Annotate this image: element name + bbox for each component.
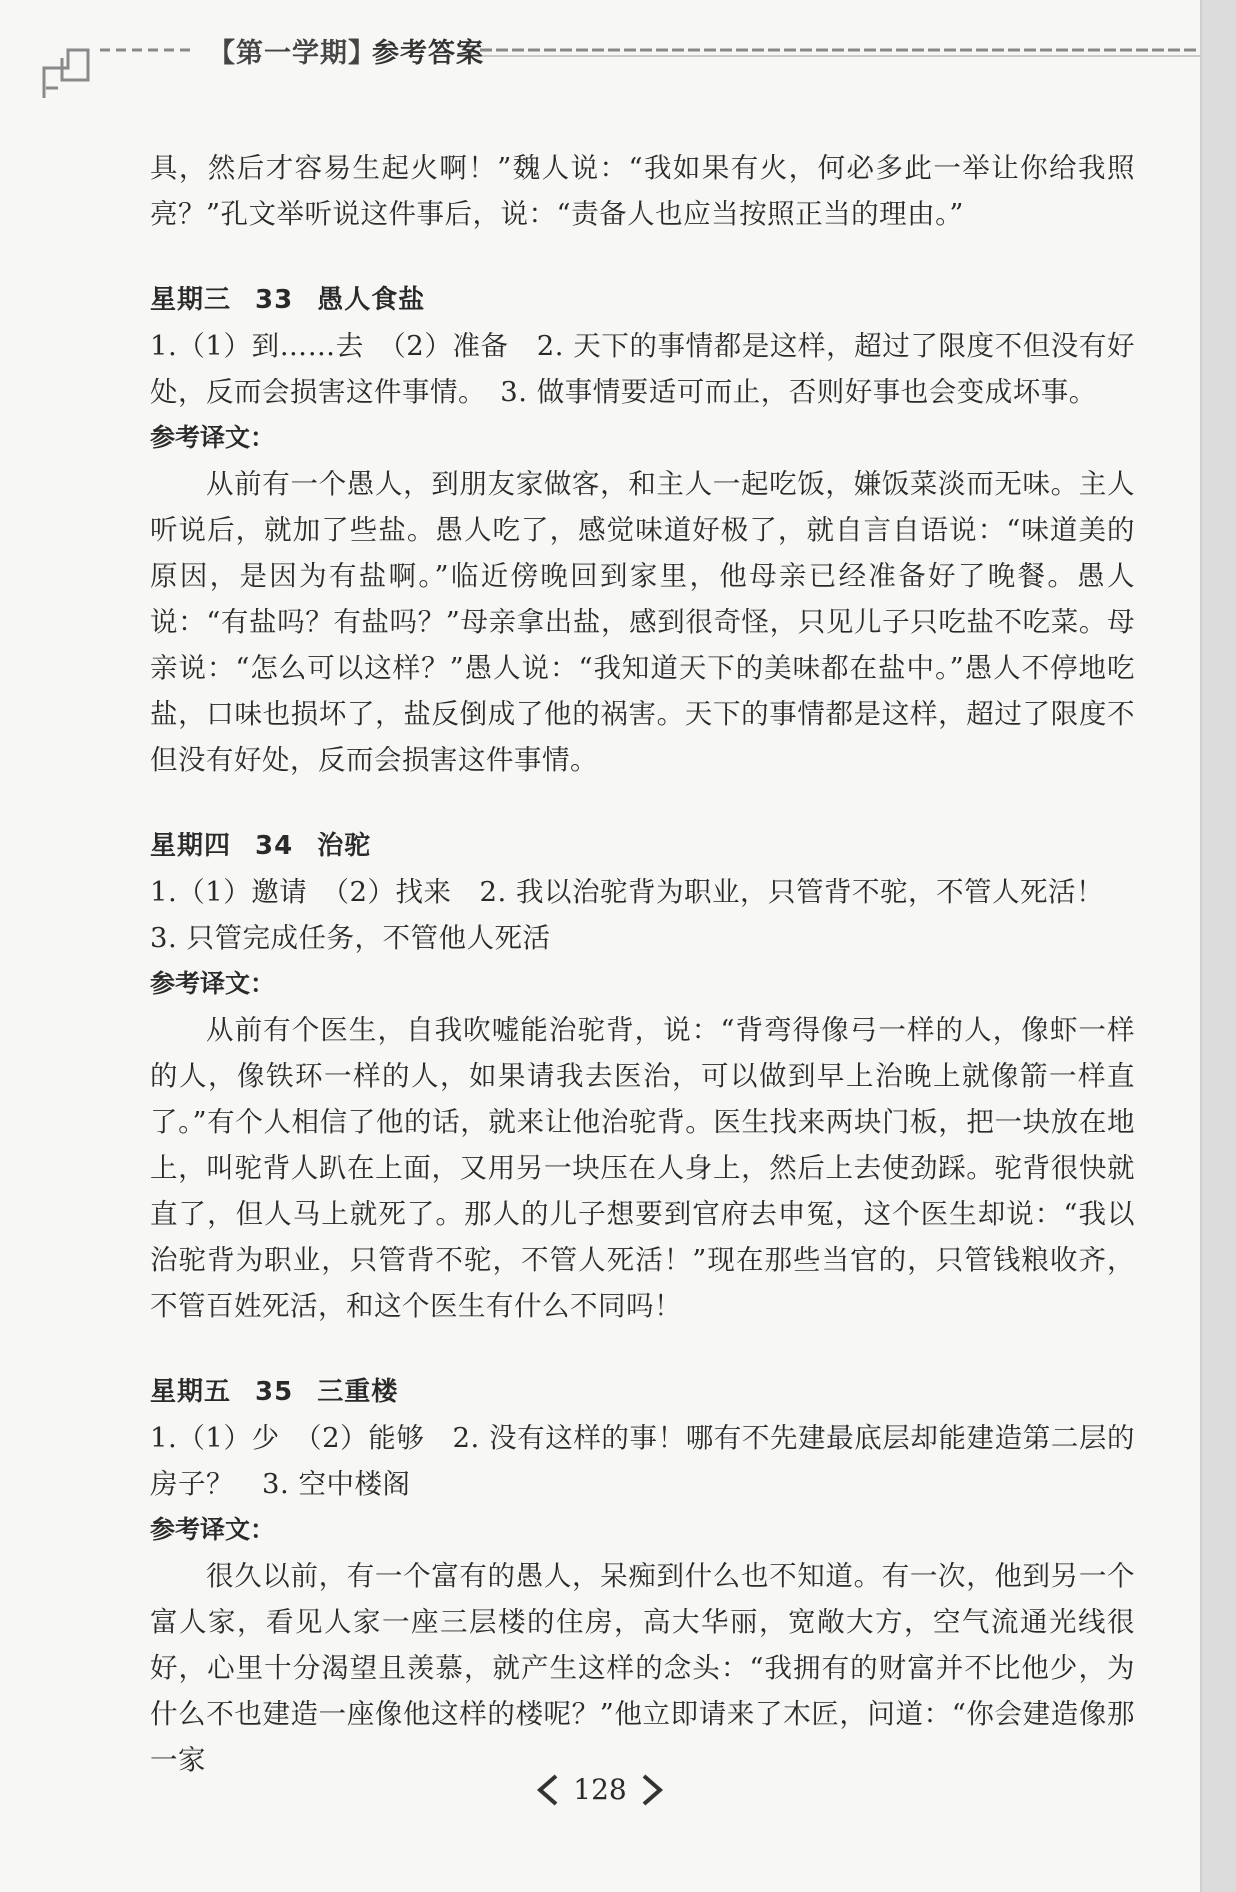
answer-line: 3. 只管完成任务，不管他人死活 (150, 922, 551, 954)
section-heading: 愚人食盐 (317, 285, 426, 315)
section-number: 34 (255, 831, 294, 861)
section-friday (150, 1369, 1135, 1783)
answer-line: 1.（1）少 （2）能够 2. 没有这样的事！哪有不先建最底层却能建造第二层的房子？ 3. 空中楼阁 (150, 1422, 1135, 1500)
ref-label: 参考译文： (150, 1515, 276, 1544)
section-title (150, 823, 1135, 869)
section-day: 星期五 (150, 1377, 232, 1407)
page-footer (0, 1765, 1200, 1815)
main-content (150, 145, 1135, 1783)
chevron-left-icon (534, 1772, 562, 1808)
answer-line: 1.（1）邀请 （2）找来 2. 我以治驼背为职业，只管背不驼，不管人死活！ (150, 876, 1104, 908)
page-header (0, 28, 1200, 98)
ref-label: 参考译文： (150, 969, 276, 998)
translation-paragraph: 从前有一个愚人，到朋友家做客，和主人一起吃饭，嫌饭菜淡而无味。主人听说后，就加了些盐。愚人吃了，感觉味道好极了，就自言自语说：“味道美的原因，是因为有盐啊。”临近傍晚回到家里，他母亲已经准备好了晚餐。愚人说：“有盐吗？有盐吗？”母亲拿出盐，感到很奇怪，只见儿子只吃盐不吃菜。母亲说：“怎么可以这样？”愚人说：“我知道天下的美味都在盐中。”愚人不停地吃盐，口味也损坏了，盐反倒成了他的祸害。天下的事情都是这样，超过了限度不但没有好处，反而会损害这件事情。 (150, 468, 1135, 776)
section-heading: 三重楼 (317, 1377, 399, 1407)
intro-paragraph: 具，然后才容易生起火啊！”魏人说：“我如果有火，何必多此一举让你给我照亮？”孔文举听说这件事后，说：“责备人也应当按照正当的理由。” (150, 152, 1135, 230)
section-number: 35 (255, 1377, 294, 1407)
semester-label: 【第一学期】 (208, 38, 376, 69)
ref-label: 参考译文： (150, 423, 276, 452)
section-title (150, 1369, 1135, 1415)
section-day: 星期三 (150, 285, 232, 315)
translation-paragraph: 从前有个医生，自我吹嘘能治驼背，说：“背弯得像弓一样的人，像虾一样的人，像铁环一样的人，如果请我去医治，可以做到早上治晚上就像箭一样直了。”有个人相信了他的话，就来让他治驼背。医生找来两块门板，把一块放在地上，叫驼背人趴在上面，又用另一块压在人身上，然后上去使劲踩。驼背很快就直了，但人马上就死了。那人的儿子想要到官府去申冤，这个医生却说：“我以治驼背为职业，只管背不驼，不管人死活！”现在那些当官的，只管钱粮收齐，不管百姓死活，和这个医生有什么不同吗！ (150, 1014, 1135, 1322)
section-day: 星期四 (150, 831, 232, 861)
answer-line: 1.（1）到……去 （2）准备 2. 天下的事情都是这样，超过了限度不但没有好处，反而会损害这件事情。 3. 做事情要适可而止，否则好事也会变成坏事。 (150, 330, 1135, 408)
section-heading: 治驼 (317, 831, 372, 861)
section-wednesday (150, 277, 1135, 783)
section-number: 33 (255, 285, 294, 315)
section-title (150, 277, 1135, 323)
page-number: 128 (573, 1773, 627, 1806)
chevron-right-icon (638, 1772, 666, 1808)
section-thursday (150, 823, 1135, 1329)
translation-paragraph: 很久以前，有一个富有的愚人，呆痴到什么也不知道。有一次，他到另一个富人家，看见人家一座三层楼的住房，高大华丽，宽敞大方，空气流通光线很好，心里十分渴望且羡慕，就产生这样的念头：“我拥有的财富并不比他少，为什么不也建造一座像他这样的楼呢？”他立即请来了木匠，问道：“你会建造像那一家 (150, 1560, 1135, 1776)
header-ornament-icon (0, 28, 1200, 98)
header-title: 参考答案 (372, 38, 484, 69)
